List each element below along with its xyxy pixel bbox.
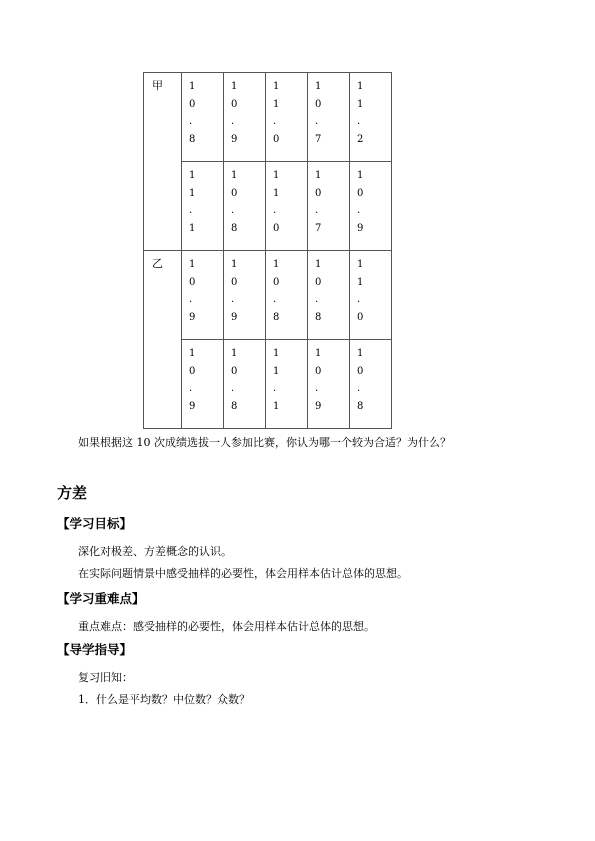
score-value: 1 0 . 9 [231, 259, 238, 323]
score-value: 1 0 . 7 [315, 170, 322, 234]
score-cell [224, 340, 266, 429]
table-row [144, 73, 392, 162]
score-value: 1 0 . 9 [189, 259, 196, 323]
score-value: 1 1 . 0 [273, 81, 280, 145]
objective-item-2: 在实际问题情景中感受抽样的必要性，体会用样本估计总体的思想。 [78, 567, 408, 580]
score-cell [224, 251, 266, 340]
table-row [144, 162, 392, 251]
score-cell [182, 251, 224, 340]
score-value: 1 1 . 2 [357, 81, 364, 145]
score-cell [350, 251, 392, 340]
score-cell [308, 340, 350, 429]
score-value: 1 0 . 7 [315, 81, 322, 145]
score-cell [308, 73, 350, 162]
score-cell [182, 73, 224, 162]
score-value: 1 0 . 8 [189, 81, 196, 145]
score-value: 1 0 . 8 [357, 348, 364, 412]
key-points-text: 重点难点：感受抽样的必要性，体会用样本估计总体的思想。 [78, 620, 375, 633]
score-cell [224, 162, 266, 251]
score-value: 1 0 . 9 [231, 81, 238, 145]
score-cell [350, 162, 392, 251]
key-points-heading: 【学习重难点】 [57, 591, 145, 606]
objectives-heading: 【学习目标】 [57, 516, 133, 531]
score-value: 1 0 . 8 [231, 170, 238, 234]
score-value: 1 0 . 8 [315, 259, 322, 323]
score-table [143, 72, 392, 429]
score-cell [266, 340, 308, 429]
question-text: 如果根据这 10 次成绩选拔一人参加比赛，你认为哪一个较为合适？为什么？ [78, 436, 451, 449]
person-name: 甲 [144, 73, 182, 251]
score-cell [308, 251, 350, 340]
guide-heading: 【导学指导】 [57, 642, 133, 657]
person-name: 乙 [144, 251, 182, 429]
score-value: 1 1 . 1 [273, 348, 280, 412]
score-cell [266, 251, 308, 340]
score-value: 1 0 . 8 [231, 348, 238, 412]
score-cell [224, 73, 266, 162]
score-value: 1 0 . 9 [357, 170, 364, 234]
score-cell [182, 162, 224, 251]
score-cell [182, 340, 224, 429]
score-value: 1 0 . 9 [189, 348, 196, 412]
score-cell [350, 73, 392, 162]
review-label: 复习旧知： [78, 671, 133, 684]
score-value: 1 1 . 0 [357, 259, 364, 323]
objective-item-1: 深化对极差、方差概念的认识。 [78, 545, 232, 558]
score-cell [266, 73, 308, 162]
table-row [144, 251, 392, 340]
score-cell [308, 162, 350, 251]
score-value: 1 1 . 1 [189, 170, 196, 234]
score-cell [266, 162, 308, 251]
score-value: 1 0 . 9 [315, 348, 322, 412]
score-cell [350, 340, 392, 429]
table-row [144, 340, 392, 429]
question-1: 1．什么是平均数？中位数？众数？ [78, 693, 250, 706]
score-value: 1 1 . 0 [273, 170, 280, 234]
section-title: 方差 [57, 484, 88, 502]
score-value: 1 0 . 8 [273, 259, 280, 323]
